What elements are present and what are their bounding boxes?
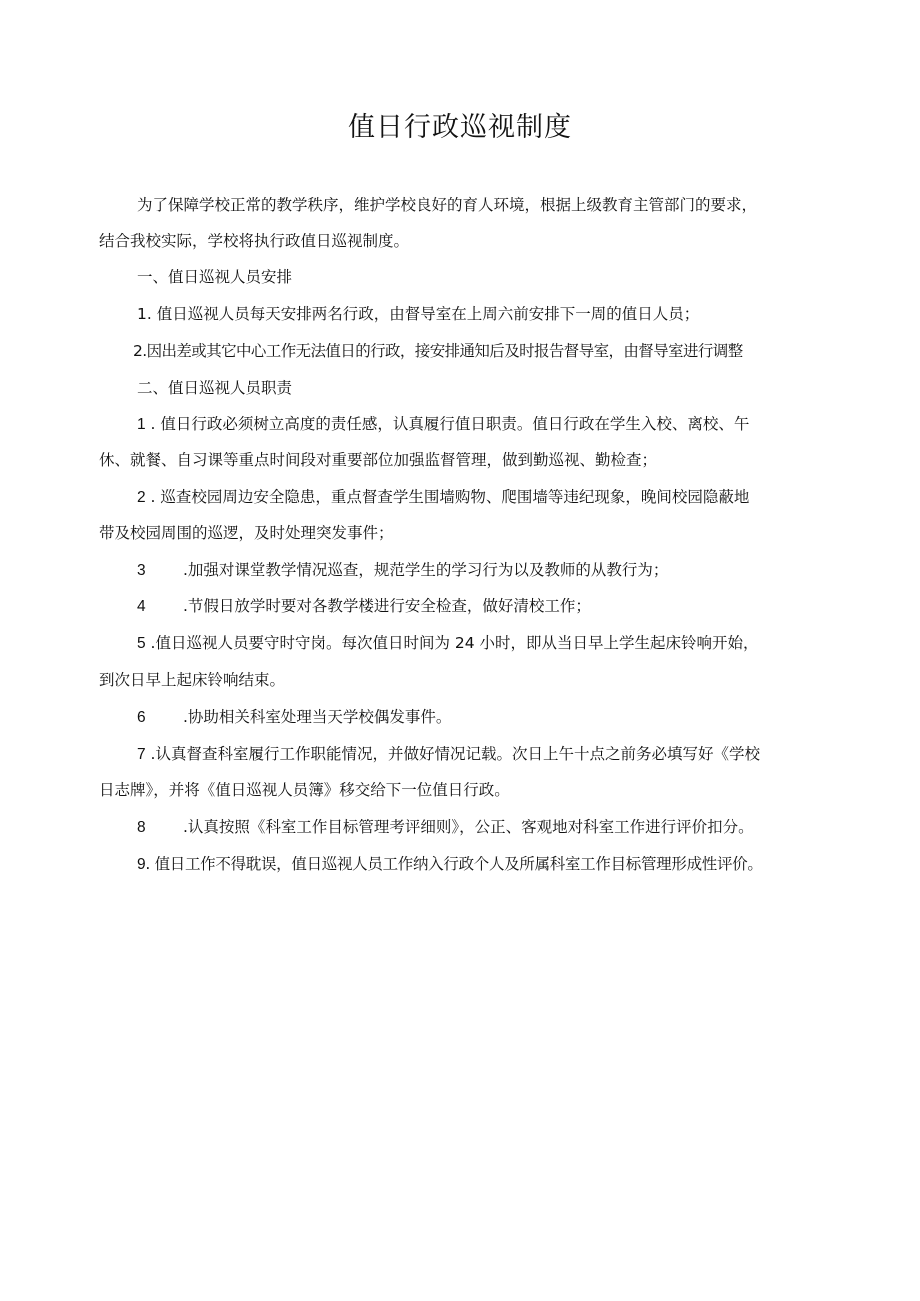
duty-item-6-line-1 [137, 706, 451, 729]
duty-item-number: 5 [137, 635, 146, 652]
duty-item-text: . 巡查校园周边安全隐患，重点督查学生围墙购物、爬围墙等违纪现象，晚间校园隐蔽地 [145, 488, 750, 506]
duty-item-text: .加强对课堂教学情况巡查，规范学生的学习行为以及教师的从教行为； [183, 561, 669, 579]
duty-item-2-line-1 [137, 486, 749, 509]
duty-item-9-line-1 [137, 853, 763, 876]
duty-item-number: 8 [137, 819, 146, 836]
duty-item-number: 4 [137, 598, 146, 615]
duty-item-text: .节假日放学时要对各教学楼进行安全检查，做好清校工作； [183, 597, 591, 615]
duty-item-text: . 值日工作不得耽误，值日巡视人员工作纳入行政个人及所属科室工作目标管理形成性评价。 [145, 855, 763, 873]
duty-item-number: 1 [137, 416, 146, 433]
duty-item-7-line-1 [137, 743, 760, 766]
duty-item-5-line-1 [137, 632, 759, 655]
duty-item-1-line-1 [137, 413, 749, 436]
intro-line-2: 结合我校实际，学校将执行政值日巡视制度。 [99, 232, 410, 250]
duty-item-number: 9 [137, 856, 146, 873]
duty-item-number: 6 [137, 709, 146, 726]
duty-item-3-line-1 [137, 559, 668, 582]
section1-item-2: 2.因出差或其它中心工作无法值日的行政，接安排通知后及时报告督导室，由督导室进行调整 [133, 342, 743, 360]
duty-item-text: .认真督查科室履行工作职能情况，并做好情况记载。次日上午十点之前务必填写好《学校 [145, 745, 760, 763]
duty-item-text: .协助相关科室处理当天学校偶发事件。 [183, 708, 452, 726]
duty-item-number: 7 [137, 746, 146, 763]
duty-item-text: .认真按照《科室工作目标管理考评细则》，公正、客观地对科室工作进行评价扣分。 [183, 818, 754, 836]
duty-item-number: 2 [137, 489, 146, 506]
duty-item-1-line-2: 休、就餐、自习课等重点时间段对重要部位加强监督管理，做到勤巡视、勤检查； [99, 451, 658, 469]
duty-item-5-line-2: 到次日早上起床铃响结束。 [99, 671, 286, 689]
duty-item-4-line-1 [137, 595, 591, 618]
duty-item-number: 3 [137, 562, 146, 579]
section1-heading: 一、值日巡视人员安排 [137, 268, 293, 286]
intro-line-1: 为了保障学校正常的教学秩序，维护学校良好的育人环境，根据上级教育主管部门的要求， [137, 196, 758, 214]
document-title: 值日行政巡视制度 [348, 112, 572, 143]
section1-item-1: 1. 值日巡视人员每天安排两名行政，由督导室在上周六前安排下一周的值日人员； [137, 305, 700, 323]
duty-item-text: . 值日行政必须树立高度的责任感，认真履行值日职责。值日行政在学生入校、离校、午 [145, 415, 750, 433]
duty-item-text: .值日巡视人员要守时守岗。每次值日时间为 24 小时，即从当日早上学生起床铃响开始， [145, 634, 759, 652]
duty-item-8-line-1 [137, 816, 754, 839]
section2-heading: 二、值日巡视人员职责 [137, 379, 293, 397]
duty-item-2-line-2: 带及校园周围的巡逻，及时处理突发事件； [99, 524, 394, 542]
duty-item-7-line-2: 日志牌》，并将《值日巡视人员簿》移交给下一位值日行政。 [99, 781, 510, 799]
